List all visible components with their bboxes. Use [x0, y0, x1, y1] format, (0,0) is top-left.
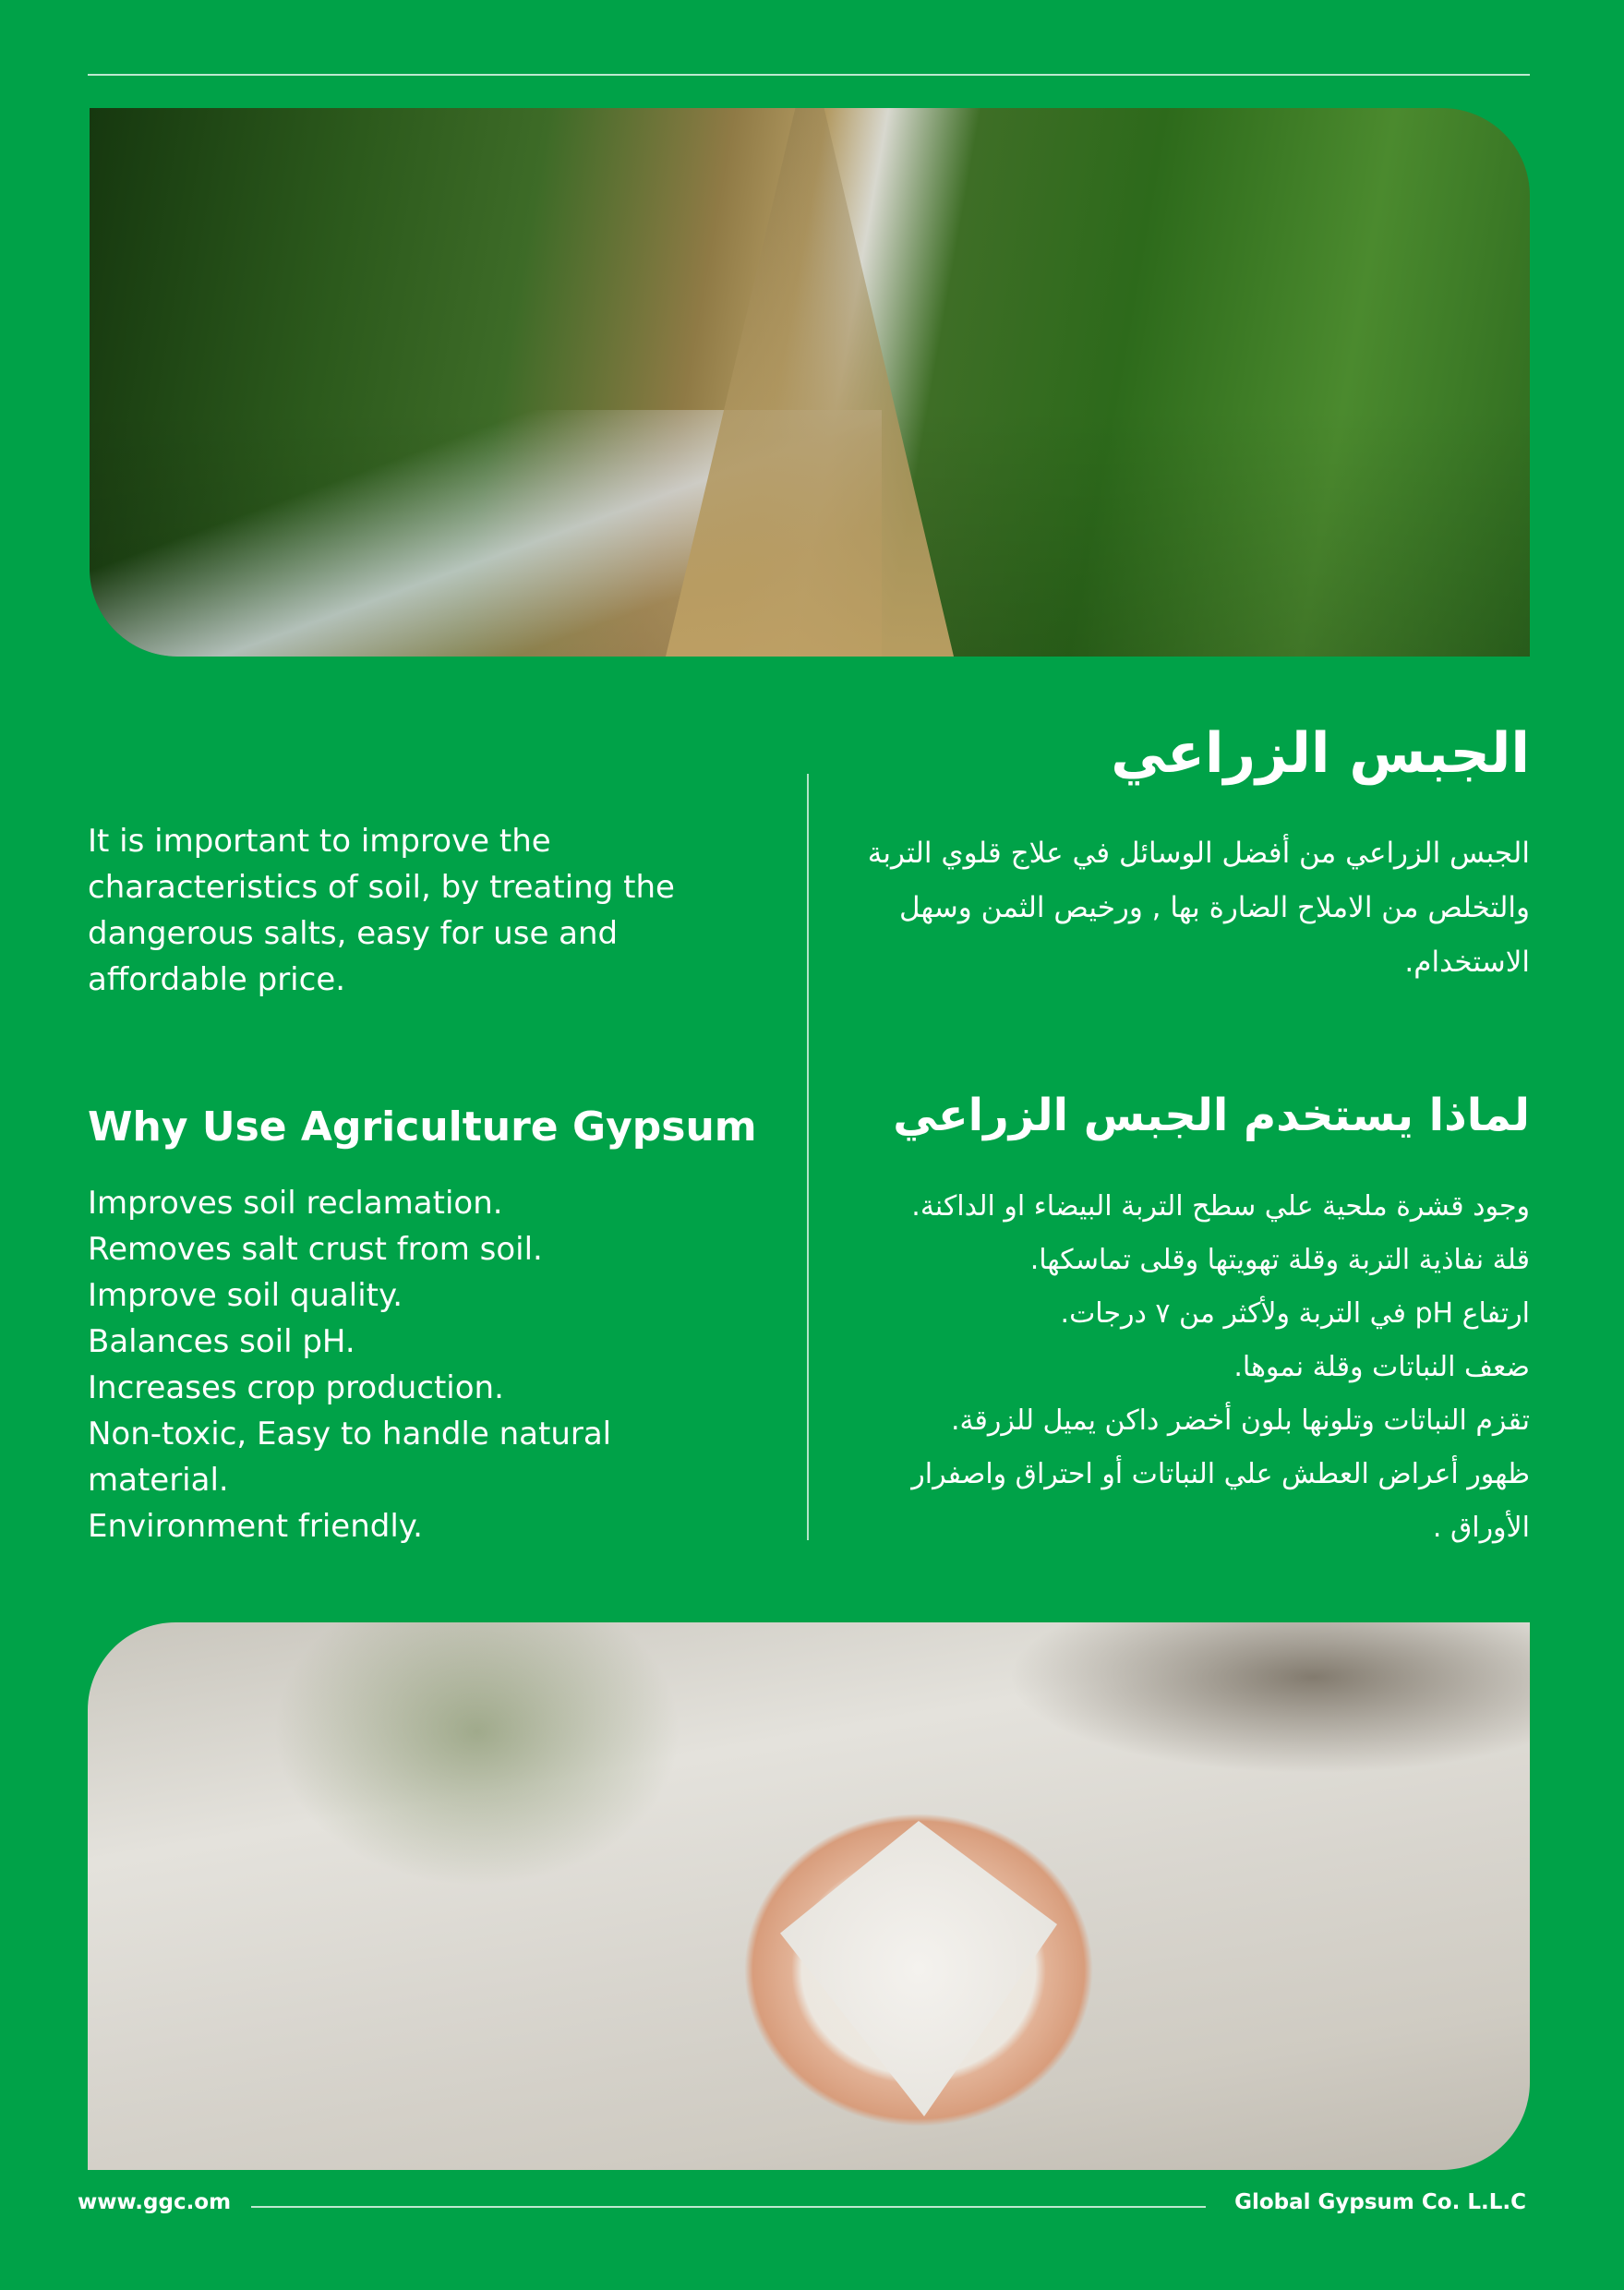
list-item: وجود قشرة ملحية علي سطح التربة البيضاء او الداكنة.	[911, 1190, 1530, 1223]
arabic-points-list	[865, 1180, 1530, 1555]
vineyard-path	[666, 108, 954, 657]
list-item: Non-toxic, Easy to handle natural material.	[88, 1416, 612, 1499]
list-item: Balances soil pH.	[88, 1323, 355, 1360]
arabic-intro: الجبس الزراعي من أفضل الوسائل في علاج قلوي التربة والتخلص من الاملاح الضارة بها , ورخيص الثمن وسهل الاستخدام.	[867, 837, 1530, 979]
list-item: ارتفاع pH في التربة ولأكثر من ٧ درجات.	[1060, 1297, 1530, 1330]
top-divider	[88, 74, 1530, 76]
vineyard-photo	[90, 108, 1530, 657]
english-heading: Why Use Agriculture Gypsum	[88, 1103, 757, 1151]
list-item: ظهور أعراض العطش علي النباتات أو احتراق واصفرار الأوراق .	[911, 1458, 1530, 1544]
footer-divider	[251, 2206, 1206, 2208]
list-item: Improves soil reclamation.	[88, 1185, 503, 1222]
list-item: قلة نفاذية التربة وقلة تهويتها وقلى تماسكها.	[1029, 1244, 1530, 1276]
footer-website[interactable]: www.ggc.om	[78, 2190, 232, 2214]
list-item: Increases crop production.	[88, 1369, 504, 1406]
english-benefits-list	[88, 1180, 752, 1549]
list-item: Removes salt crust from soil.	[88, 1231, 543, 1268]
gypsum-soil-photo	[88, 1622, 1530, 2170]
list-item: Environment friendly.	[88, 1508, 423, 1545]
footer-company-name: Global Gypsum Co. L.L.C	[1234, 2190, 1526, 2214]
english-intro: It is important to improve the characteristics of soil, by treating the dangerous salts, easy for use and affordable price.	[88, 823, 675, 998]
arabic-title: الجبس الزراعي	[1111, 721, 1530, 786]
list-item: تقزم النباتات وتلونها بلون أخضر داكن يميل للزرقة.	[950, 1404, 1530, 1437]
list-item: Improve soil quality.	[88, 1277, 403, 1314]
arabic-heading: لماذا يستخدم الجبس الزراعي	[893, 1090, 1530, 1141]
column-divider	[807, 774, 809, 1540]
list-item: ضعف النباتات وقلة نموها.	[1233, 1351, 1530, 1383]
